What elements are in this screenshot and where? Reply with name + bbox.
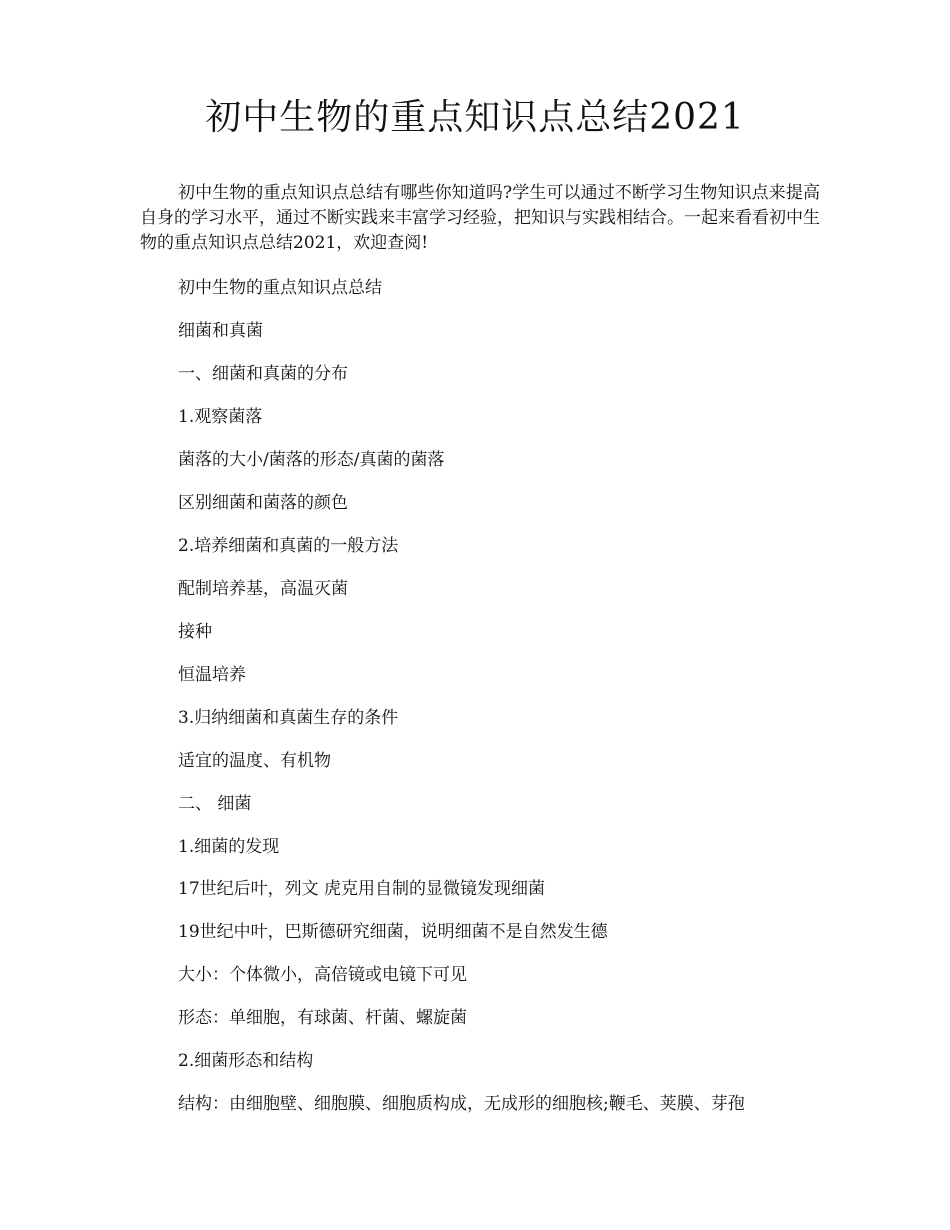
chapter-heading: 一、细菌和真菌的分布 — [178, 364, 348, 384]
content-line: 配制培养基，高温灭菌 — [178, 579, 348, 599]
topic-heading: 细菌和真菌 — [178, 321, 263, 341]
content-line: 区别细菌和菌落的颜色 — [178, 493, 348, 513]
content-line: 菌落的大小/菌落的形态/真菌的菌落 — [178, 450, 445, 470]
subsection-heading: 3.归纳细菌和真菌生存的条件 — [178, 708, 399, 728]
content-line: 适宜的温度、有机物 — [178, 751, 331, 771]
content-line: 恒温培养 — [178, 665, 246, 685]
subsection-heading: 2.细菌形态和结构 — [178, 1051, 314, 1071]
content-line: 结构：由细胞壁、细胞膜、细胞质构成，无成形的细胞核;鞭毛、荚膜、芽孢 — [178, 1094, 745, 1114]
content-line: 形态：单细胞，有球菌、杆菌、螺旋菌 — [178, 1008, 467, 1028]
subsection-heading: 1.观察菌落 — [178, 407, 263, 427]
section-heading: 初中生物的重点知识点总结 — [178, 278, 382, 298]
content-line: 19世纪中叶，巴斯德研究细菌，说明细菌不是自然发生德 — [178, 922, 608, 942]
subsection-heading: 1.细菌的发现 — [178, 837, 280, 857]
content-line: 接种 — [178, 622, 212, 642]
subsection-heading: 2.培养细菌和真菌的一般方法 — [178, 536, 399, 556]
intro-paragraph: 初中生物的重点知识点总结有哪些你知道吗?学生可以通过不断学习生物知识点来提高自身的学习水平，通过不断实践来丰富学习经验，把知识与实践相结合。一起来看看初中生物的重点知识点总结2021，欢迎查阅! — [140, 183, 820, 253]
document-title: 初中生物的重点知识点总结2021 — [205, 97, 745, 138]
content-line: 大小：个体微小，高倍镜或电镜下可见 — [178, 965, 467, 985]
chapter-heading: 二、 细菌 — [178, 794, 252, 814]
content-line: 17世纪后叶，列文 虎克用自制的显微镜发现细菌 — [178, 879, 546, 899]
